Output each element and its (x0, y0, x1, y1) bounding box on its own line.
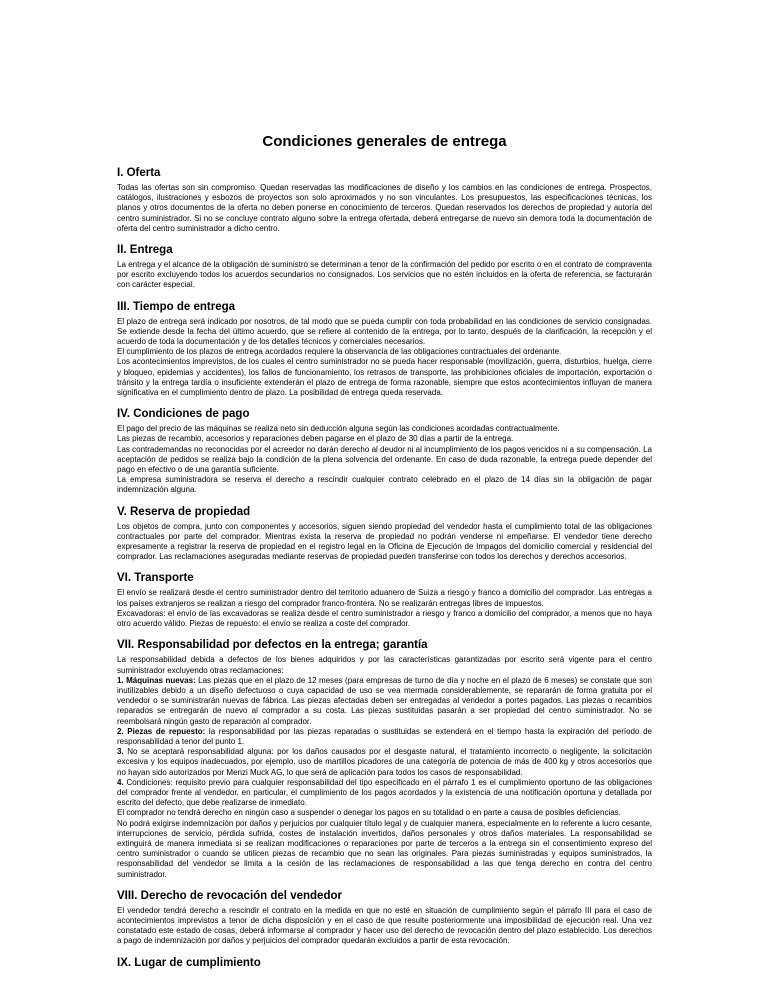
paragraph-text: Las piezas de recambio, accesorios y reparaciones deben pagarse en el plazo de 30 días a partir de la entrega. (117, 434, 514, 444)
paragraph-text: El pago del precio de las máquinas se realiza neto sin deducción alguna según las condiciones acordadas contractualmente. (117, 424, 560, 434)
section (117, 506, 652, 563)
paragraph-text: Las piezas que en el plazo de 12 meses (para empresas de turno de día y noche en el plazo de 6 meses) se constate que son inutilizables debido a un diseño defectuoso o cuya capacidad de uso se vea mermada considerablemente, se repararán de forma gratuita por el vendedor o se suministrarán nuevas de fábrica. Las piezas afectadas deben ser entregadas al vendedor a portes pagados. Las piezas o recambios reparados se entregarán de nuevo al comprador a su costa. Las piezas sustituidas pasarán a ser propiedad del centro suministrador. No se reembolsará ningún gasto de reparación al comprador. (117, 675, 652, 726)
paragraph-text: la responsabilidad por las piezas reparadas o sustituidas se extenderá en el tiempo hasta la expiración del período de responsabilidad a tenor del punto 1. (117, 726, 652, 746)
paragraph-lead: 1. Máquinas nuevas: (117, 675, 196, 685)
sections-container (117, 167, 652, 970)
section (117, 639, 652, 879)
section-heading: VIII. Derecho de revocación del vendedor (117, 889, 342, 902)
paragraph (117, 747, 652, 778)
section-heading: IX. Lugar de cumplimiento (117, 956, 261, 969)
paragraph-text: No se aceptará responsabilidad alguna: por los daños causados por el desgaste natural, el tratamiento incorrecto o negligente, la solicitación excesiva y los equipos inadecuados, por ejemplo, uso de martillos picadores de una categoría de potencia de más de 400 kg y otros accesorios que no hayan sido autorizados por Menzi Muck AG, lo que será de aplicación para todos los casos de responsabilidad. (117, 747, 652, 777)
paragraph-lead: 4. (117, 777, 124, 787)
document-page (117, 133, 652, 980)
paragraph (117, 347, 652, 357)
paragraph-lead: 3. (117, 747, 124, 757)
section-heading: I. Oferta (117, 167, 161, 179)
paragraph-lead: 2. Piezas de repuesto: (117, 726, 206, 736)
section (117, 167, 652, 234)
paragraph-text: La responsabilidad debida a defectos de los bienes adquiridos y por las características garantizadas por escrito será vigente para el centro suministrador excluyendo otras reclamaciones: (117, 655, 652, 675)
paragraph (117, 445, 652, 476)
paragraph (117, 357, 652, 398)
document-title: Condiciones generales de entrega (262, 133, 507, 150)
section-heading: IV. Condiciones de pago (117, 408, 250, 421)
paragraph (117, 778, 652, 809)
paragraph-text: Las contrademandas no reconocidas por el acreedor no darán derecho al deudor ni al incumplimiento de los pagos vencidos ni a su compensación. La aceptación de pedidos se realiza bajo la condición de la plena solvencia del ordenante. En caso de duda razonable, la entrega puede depender del pago en efectivo o de una garantía suficiente. (117, 444, 652, 475)
paragraph-text: El comprador no tendrá derecho en ningún caso a suspender o denegar los pagos en su totalidad o en parte a causa de posibles deficiencias. (117, 808, 621, 818)
section (117, 244, 652, 291)
paragraph (117, 655, 652, 675)
section-heading: VII. Responsabilidad por defectos en la entrega; garantía (117, 639, 428, 652)
paragraph-text: El plazo de entrega será indicado por nosotros, de tal modo que se pueda cumplir con toda probabilidad en las condiciones de servicio consignadas. Se extiende desde la fecha del último acuerdo, que se refiere al contenido de la entrega, por lo tanto, después de la clarificación, la recepción y el acuerdo de toda la documentación y de los detalles técnicos y comerciales necesarios. (117, 316, 652, 347)
section-heading: II. Entrega (117, 244, 173, 257)
paragraph-text: Los acontecimientos imprevistos, de los cuales el centro suministrador no se pueda hacer responsable (movilización, guerra, disturbios, huelga, cierre y bloqueo, epidemias y accidentes), los fallos de funcionamiento, los retrasos de transporte, las prohibiciones oficiales de importación, exportación o tránsito y la entrega tardía o insuficiente extenderán el plazo de entrega de forma razonable, siempre que estos acontecimientos influyan de manera significativa en el cumplimiento dentro de plazo. La posibilidad de entrega queda reservada. (117, 357, 652, 398)
paragraph (117, 260, 652, 291)
paragraph-text: El envío se realizará desde el centro suministrador dentro del territorio aduanero de Suiza a riesgo y franco a domicilio del comprador. Las entregas a los países extranjeros se realizan a riesgo del comprador franco-frontera. No se realizarán entregas libres de impuestos. (117, 588, 652, 608)
paragraph-text: No podrá exigirse indemnización por daños y perjuicios por cualquier título legal y de cualquier manera, especialmente en lo referente a lucro cesante, interrupciones de servicio, pérdida sufrida, costes de instalación invertidos, daños personales y otros daños materiales. La responsabilidad se extinguirá de manera inmediata si se realizan modificaciones o reparaciones por parte de terceros a la entrega sin el consentimiento expreso del centro suministrador o cuando se utilicen piezas de recambio que no sean las originales. Para piezas suministradas y equipos suministrados, la responsabilidad del vendedor se limita a la cesión de las reclamaciones de responsabilidad a las que tenga derecho en contra del centro suministrador. (117, 818, 652, 879)
paragraph (117, 522, 652, 563)
paragraph-text: La empresa suministradora se reserva el derecho a rescindir cualquier contrato celebrado en el plazo de 14 días sin la obligación de pagar indemnización alguna. (117, 475, 652, 495)
paragraph-text: El vendedor tendrá derecho a rescindir el contrato en la medida en que no esté en situación de cumplimiento según el párrafo III para el caso de acontecimientos imprevistos a tenor de dicha disposición y en el caso de que resulte posteriormente una imposibilidad de ejecución real. Una vez constatado este estado de cosas, deberá informarse al comprador y hacer uso del derecho de revocación dentro del plazo establecido. Los derechos a pago de indemnización por daños y perjuicios del comprador quedarán excluidos a partir de esta revocación. (117, 905, 652, 946)
paragraph (117, 475, 652, 495)
section-heading: V. Reserva de propiedad (117, 505, 251, 518)
paragraph-text: El cumplimiento de los plazos de entrega acordados requiere la observancia de las obligaciones contractuales del ordenante. (117, 347, 562, 357)
section-heading: VI. Transporte (117, 572, 194, 585)
section (117, 957, 652, 970)
paragraph (117, 434, 652, 444)
paragraph (117, 819, 652, 880)
section (117, 890, 652, 947)
paragraph (117, 906, 652, 947)
section-heading: III. Tiempo de entrega (117, 300, 236, 313)
paragraph-text: Todas las ofertas son sin compromiso. Quedan reservadas las modificaciones de diseño y los cambios en las condiciones de entrega. Prospectos, catálogos, ilustraciones y esbozos de proyectos son solo aproximados y no son vinculantes. Los presupuestos, las especificaciones técnicas, los planos y otros documentos de la oferta no deben ponerse en conocimiento de terceros. Quedan reservados los derechos de propiedad y autoría del centro suministrador. Si no se concluye contrato alguno sobre la entrega ofertada, deberá entregarse de nuevo sin demora toda la documentación de oferta del centro suministrador a dicho centro. (117, 183, 652, 233)
section (117, 301, 652, 399)
paragraph (117, 424, 652, 434)
paragraph (117, 183, 652, 234)
paragraph (117, 808, 652, 818)
paragraph (117, 727, 652, 747)
paragraph (117, 676, 652, 727)
paragraph-text: Excavadoras: el envío de las excavadoras se realiza desde el centro suministrador a riesgo y franco a domicilio del comprador, a menos que no haya otro acuerdo válido. Piezas de repuesto: el envío se realiza a coste del comprador. (117, 608, 652, 629)
section (117, 408, 652, 495)
paragraph-text: La entrega y el alcance de la obligación de suministro se determinan a tenor de la confirmación del pedido por escrito o en el contrato de compraventa por escrito excluyendo todos los acuerdos secundarios no consignados. Los servicios que no estén incluidos en la oferta de referencia, se facturarán con carácter especial. (117, 260, 652, 290)
paragraph-text: Condiciones: requisito previo para cualquier responsabilidad del tipo especificado en el párrafo 1 es el cumplimiento oportuno de las obligaciones del comprador frente al vendedor, en particular, el cumplimiento de los pagos acordados y la existencia de una notificación oportuna y detallada por escrito del defecto, que debe realizarse de inmediato. (117, 777, 652, 808)
paragraph-text: Los objetos de compra, junto con componentes y accesorios, siguen siendo propiedad del vendedor hasta el cumplimiento total de las obligaciones contractuales por parte del comprador. Mientras exista la reserva de propiedad no podrán venderse ni empeñarse. El vendedor tiene derecho expresamente a registrar la reserva de propiedad en el registro legal en la Oficina de Ejecución de Impagos del domicilio comercial y residencial del comprador. Las reclamaciones aseguradas mediante reservas de propiedad pueden transferirse con todos los derechos y derechos accesorios. (117, 521, 652, 562)
section (117, 572, 652, 629)
paragraph (117, 609, 652, 629)
paragraph (117, 588, 652, 608)
paragraph (117, 317, 652, 348)
